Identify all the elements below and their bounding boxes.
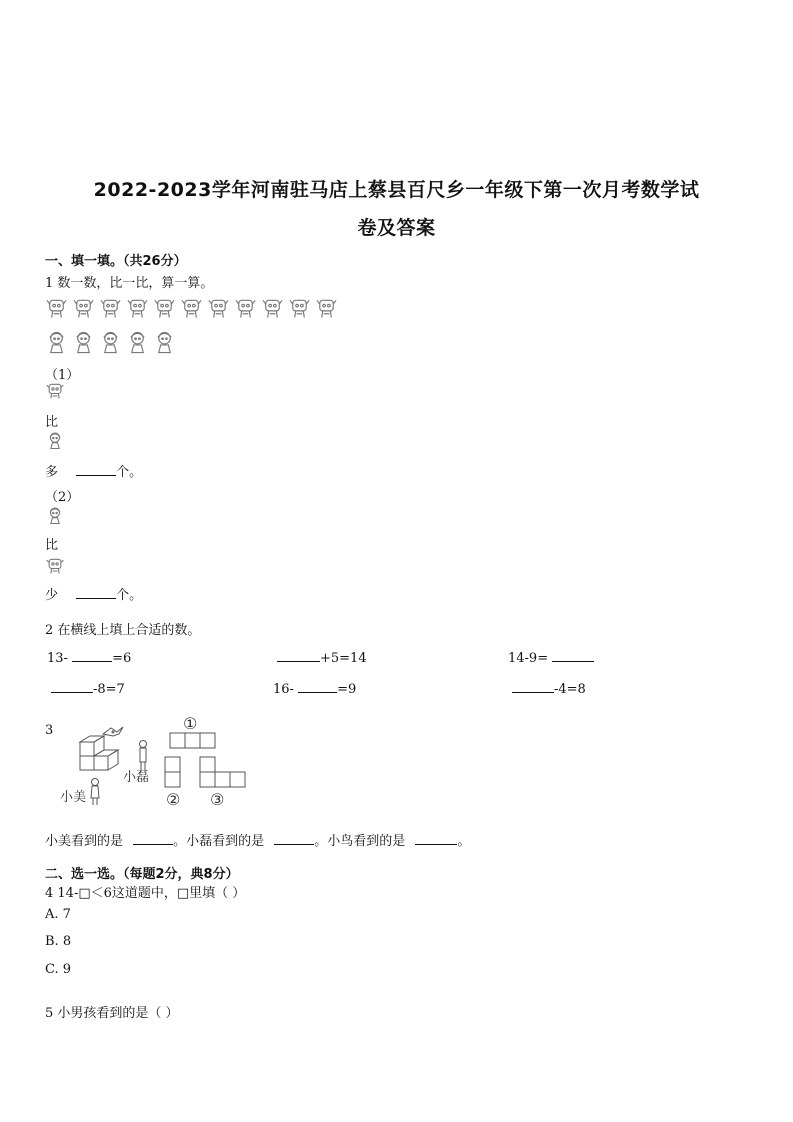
robot-icon <box>99 295 122 321</box>
q1-part-1-more-word: 多 <box>45 465 59 480</box>
girl-icon <box>126 329 149 357</box>
robot-icon <box>207 295 230 321</box>
xiaolei-label: 小磊 <box>123 770 150 785</box>
q1-part-2-compare-word: 比 <box>45 538 59 553</box>
equation-2 <box>277 647 367 666</box>
girl-icon <box>45 431 65 455</box>
cube-stack-drawing <box>80 736 118 770</box>
q1-part-1-label: （1） <box>45 368 80 383</box>
equation-3-blank[interactable] <box>552 647 594 662</box>
equation-5-left: 16- <box>273 682 299 697</box>
view-option-2-drawing <box>165 757 180 787</box>
q1-part-2-unit: 个。 <box>116 588 143 603</box>
robot-icon-row <box>45 295 338 321</box>
view-option-3-drawing <box>200 757 245 787</box>
question-2-stem: 2 在横线上填上合适的数。 <box>45 623 201 638</box>
equation-6-right: -4=8 <box>554 682 586 697</box>
question-1-stem: 1 数一数，比一比，算一算。 <box>45 276 214 291</box>
equation-1-blank[interactable] <box>72 647 112 662</box>
question-3-answer-sentence <box>45 830 470 849</box>
equation-3 <box>508 647 594 666</box>
view-observation-figure <box>55 710 250 810</box>
equation-4 <box>51 678 125 697</box>
robot-icon <box>45 295 68 321</box>
exam-title-line-1: 2022-2023学年河南驻马店上蔡县百尺乡一年级下第一次月考数学试 <box>93 179 700 201</box>
view-option-3-label: ③ <box>210 790 225 809</box>
robot-icon <box>234 295 257 321</box>
equation-3-left: 14-9= <box>508 651 553 666</box>
question-4-option-c[interactable]: C. 9 <box>45 962 72 977</box>
q1-part-2-answer-line <box>45 584 142 603</box>
boy-xiaolei-figure <box>140 741 147 773</box>
exam-title-line-2: 卷及答案 <box>357 217 436 239</box>
equation-6 <box>512 678 586 697</box>
xiaolei-answer-blank[interactable] <box>274 830 314 845</box>
robot-icon <box>72 295 95 321</box>
equation-5-right: =9 <box>337 682 357 697</box>
question-3-number: 3 <box>45 723 54 738</box>
robot-icon <box>153 295 176 321</box>
xiaomei-saw-text: 小美看到的是 <box>45 834 128 849</box>
equation-4-blank[interactable] <box>51 678 93 693</box>
q1-part-2-less-word: 少 <box>45 588 59 603</box>
question-4-option-b[interactable]: B. 8 <box>45 934 72 949</box>
xiaolei-saw-text: 。小磊看到的是 <box>173 834 269 849</box>
girl-icon <box>99 329 122 357</box>
question-4-stem: 4 14-□＜6这道题中，□里填（ ） <box>45 886 246 901</box>
bird-icon <box>103 727 123 736</box>
girl-icon <box>72 329 95 357</box>
equation-4-right: -8=7 <box>93 682 125 697</box>
equation-2-blank[interactable] <box>277 647 320 662</box>
q1-part-2-answer-blank[interactable] <box>76 584 116 599</box>
q1-part-1-answer-line <box>45 461 142 480</box>
q1-part-1-unit: 个。 <box>116 465 143 480</box>
view-option-1-drawing <box>170 733 215 748</box>
girl-icon <box>45 329 68 357</box>
girl-icon-row <box>45 329 176 357</box>
q1-part-2-label: （2） <box>45 490 80 505</box>
girl-xiaomei-figure <box>91 779 99 806</box>
robot-icon <box>180 295 203 321</box>
equation-1 <box>47 647 131 666</box>
xiaomei-answer-blank[interactable] <box>133 830 173 845</box>
robot-icon <box>45 556 65 580</box>
q1-part-1-answer-blank[interactable] <box>76 461 116 476</box>
equation-5 <box>273 678 356 697</box>
bird-saw-text: 。小鸟看到的是 <box>314 834 410 849</box>
robot-icon <box>45 381 65 405</box>
equation-2-right: +5=14 <box>320 651 367 666</box>
q1-part-1-compare-word: 比 <box>45 415 59 430</box>
view-option-2-label: ② <box>166 790 181 809</box>
equation-5-blank[interactable] <box>298 678 337 693</box>
robot-icon <box>126 295 149 321</box>
view-option-1-label: ① <box>183 714 198 733</box>
girl-icon <box>45 506 65 530</box>
robot-icon <box>288 295 311 321</box>
sentence-end: 。 <box>457 834 471 849</box>
robot-icon <box>261 295 284 321</box>
equation-1-left: 13- <box>47 651 73 666</box>
girl-icon <box>153 329 176 357</box>
equation-1-right: =6 <box>112 651 132 666</box>
robot-icon <box>315 295 338 321</box>
section-2-heading: 二、选一选。（每题2分，典8分） <box>45 867 239 882</box>
xiaomei-label: 小美 <box>60 790 87 805</box>
question-4-option-a[interactable]: A. 7 <box>45 907 71 922</box>
bird-answer-blank[interactable] <box>415 830 457 845</box>
question-5-stem: 5 小男孩看到的是（ ） <box>45 1006 179 1021</box>
section-1-heading: 一、填一填。（共26分） <box>45 254 187 269</box>
equation-6-blank[interactable] <box>512 678 554 693</box>
